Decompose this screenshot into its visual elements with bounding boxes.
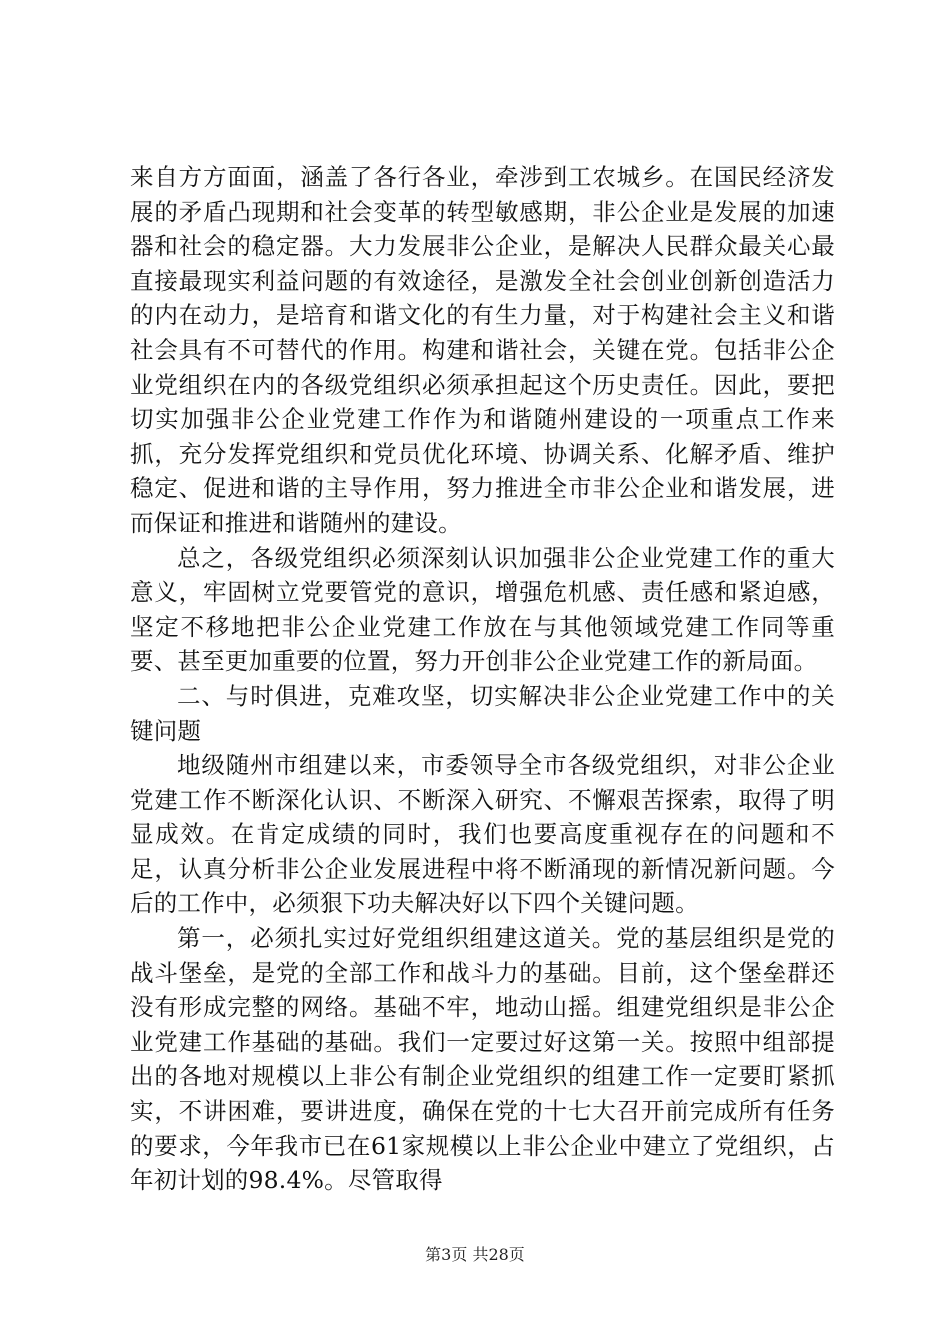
paragraph-first-point: 第一，必须扎实过好党组织组建这道关。党的基层组织是党的战斗堡垒，是党的全部工作和战斗力的基础。目前，这个堡垒群还没有形成完整的网络。基础不牢，地动山摇。组建党组织是非公企业党建工作基础的基础。我们一定要过好这第一关。按照中组部提出的各地对规模以上非公有制企业党组织的组建工作一定要盯紧抓实，不讲困难，要讲进度，确保在党的十七大召开前完成所有任务的要求，今年我市已在61家规模以上非公企业中建立了党组织，占年初计划的98.4%。尽管取得 xyxy=(130,924,835,1195)
section-heading: 二、与时俱进，克难攻坚，切实解决非公企业党建工作中的关键问题 xyxy=(130,681,835,745)
paragraph-intro: 地级随州市组建以来，市委领导全市各级党组织，对非公企业党建工作不断深化认识、不断深入研究、不懈艰苦探索，取得了明显成效。在肯定成绩的同时，我们也要高度重视存在的问题和不足，认真分析非公企业发展进程中将不断涌现的新情况新问题。今后的工作中，必须狠下功夫解决好以下四个关键问题。 xyxy=(130,751,835,918)
paragraph-summary: 总之，各级党组织必须深刻认识加强非公企业党建工作的重大意义，牢固树立党要管党的意识，增强危机感、责任感和紧迫感，坚定不移地把非公企业党建工作放在与其他领域党建工作同等重要、甚至更加重要的位置，努力开创非公企业党建工作的新局面。 xyxy=(130,543,835,676)
document-body xyxy=(130,160,835,1198)
paragraph-continuation: 来自方方面面，涵盖了各行各业，牵涉到工农城乡。在国民经济发展的矛盾凸现期和社会变革的转型敏感期，非公企业是发展的加速器和社会的稳定器。大力发展非公企业，是解决人民群众最关心最直接最现实利益问题的有效途径，是激发全社会创业创新创造活力的内在动力，是培育和谐文化的有生力量，对于构建社会主义和谐社会具有不可替代的作用。构建和谐社会，关键在党。包括非公企业党组织在内的各级党组织必须承担起这个历史责任。因此，要把切实加强非公企业党建工作作为和谐随州建设的一项重点工作来抓，充分发挥党组织和党员优化环境、协调关系、化解矛盾、维护稳定、促进和谐的主导作用，努力推进全市非公企业和谐发展，进而保证和推进和谐随州的建设。 xyxy=(130,163,835,537)
page-number-footer: 第3页 共28页 xyxy=(425,1245,525,1264)
